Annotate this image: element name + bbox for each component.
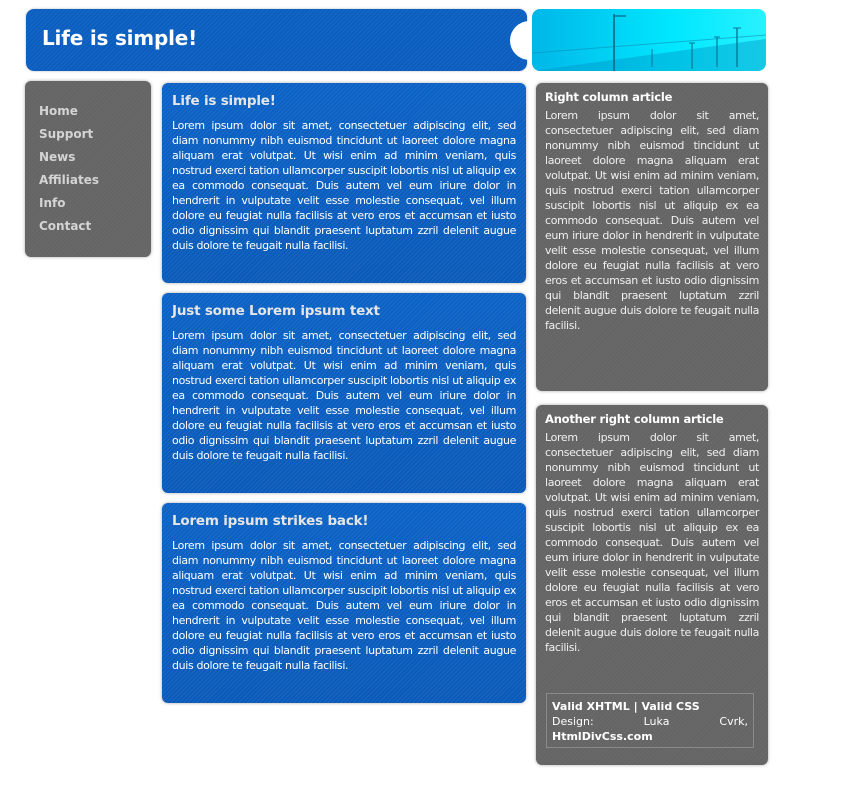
- header-banner: [26, 9, 527, 71]
- right-article-card: [536, 405, 768, 765]
- article-card: [162, 83, 526, 283]
- nav-list: [39, 103, 99, 241]
- article-title: Just some Lorem ipsum text: [172, 303, 380, 319]
- article-body: Lorem ipsum dolor sit amet, consectetuer adipiscing elit, sed diam nonummy nibh euismod tincidunt ut laoreet dolore magna aliquam erat volutpat. Ut wisi enim ad minim veniam, quis nostrud exerci tation ullamcorper suscipit lobortis nisl ut aliquip ex ea commodo consequat. Duis autem vel eum iriure dolor in hendrerit in vulputate velit esse molestie consequat, vel illum dolore eu feugiat nulla facilisis at vero eros et accumsan et iusto odio dignissim qui blandit praesent luptatum zzril delenit augue duis dolore te feugait nulla facilisi.: [172, 539, 516, 672]
- article-title: Life is simple!: [172, 93, 276, 109]
- article-card: [162, 503, 526, 703]
- site-title: Life is simple!: [42, 26, 198, 50]
- article-title: Lorem ipsum strikes back!: [172, 513, 369, 529]
- nav-item-support[interactable]: Support: [39, 127, 94, 141]
- article-body: Lorem ipsum dolor sit amet, consectetuer adipiscing elit, sed diam nonummy nibh euismod tincidunt ut laoreet dolore magna aliquam erat volutpat. Ut wisi enim ad minim veniam, quis nostrud exerci tation ullamcorper suscipit lobortis nisl ut aliquip ex ea commodo consequat. Duis autem vel eum iriure dolor in hendrerit in vulputate velit esse molestie consequat, vel illum dolore eu feugiat nulla facilisis at vero eros et accumsan et iusto odio dignissim qui blandit praesent luptatum zzril delenit augue duis dolore te feugait nulla facilisi.: [172, 119, 516, 252]
- nav-item-info[interactable]: Info: [39, 196, 66, 210]
- design-label: Design:: [552, 715, 594, 728]
- valid-xhtml-link[interactable]: Valid XHTML: [552, 700, 630, 713]
- nav-item-contact[interactable]: Contact: [39, 219, 92, 233]
- right-article-body: Lorem ipsum dolor sit amet, consectetuer adipiscing elit, sed diam nonummy nibh euismod tincidunt ut laoreet dolore magna aliquam erat volutpat. Ut wisi enim ad minim veniam, quis nostrud exerci tation ullamcorper suscipit lobortis nisl ut aliquip ex ea commodo consequat. Duis autem vel eum iriure dolor in hendrerit in vulputate velit esse molestie consequat, vel illum dolore eu feugiat nulla facilisis at vero eros et accumsan et iusto odio dignissim qui blandit praesent luptatum zzril delenit augue duis dolore te feugait nulla facilisi.: [545, 431, 759, 654]
- designer-first-name: Luka: [643, 715, 670, 728]
- right-article-title: Another right column article: [545, 412, 724, 426]
- design-credit: [552, 714, 748, 729]
- footer-credits: [546, 693, 754, 748]
- header-photo: [532, 9, 766, 71]
- validation-separator: |: [633, 700, 638, 713]
- nav-item-news[interactable]: News: [39, 150, 76, 164]
- valid-css-link[interactable]: Valid CSS: [641, 700, 700, 713]
- designer-last-name: Cvrk,: [719, 715, 748, 728]
- sidebar-nav: [25, 81, 151, 257]
- site-link[interactable]: HtmlDivCss.com: [552, 730, 653, 743]
- article-card: [162, 293, 526, 493]
- nav-item-home[interactable]: Home: [39, 104, 78, 118]
- right-article-body: Lorem ipsum dolor sit amet, consectetuer adipiscing elit, sed diam nonummy nibh euismod tincidunt ut laoreet dolore magna aliquam erat volutpat. Ut wisi enim ad minim veniam, quis nostrud exerci tation ullamcorper suscipit lobortis nisl ut aliquip ex ea commodo consequat. Duis autem vel eum iriure dolor in hendrerit in vulputate velit esse molestie consequat, vel illum dolore eu feugiat nulla facilisis at vero eros et accumsan et iusto odio dignissim qui blandit praesent luptatum zzril delenit augue duis dolore te feugait nulla facilisi.: [545, 109, 759, 332]
- nav-item-affiliates[interactable]: Affiliates: [39, 173, 100, 187]
- right-article-card: [536, 83, 768, 391]
- article-body: Lorem ipsum dolor sit amet, consectetuer adipiscing elit, sed diam nonummy nibh euismod tincidunt ut laoreet dolore magna aliquam erat volutpat. Ut wisi enim ad minim veniam, quis nostrud exerci tation ullamcorper suscipit lobortis nisl ut aliquip ex ea commodo consequat. Duis autem vel eum iriure dolor in hendrerit in vulputate velit esse molestie consequat, vel illum dolore eu feugiat nulla facilisis at vero eros et accumsan et iusto odio dignissim qui blandit praesent luptatum zzril delenit augue duis dolore te feugait nulla facilisi.: [172, 329, 516, 462]
- right-article-title: Right column article: [545, 90, 673, 104]
- validation-links: [552, 699, 748, 714]
